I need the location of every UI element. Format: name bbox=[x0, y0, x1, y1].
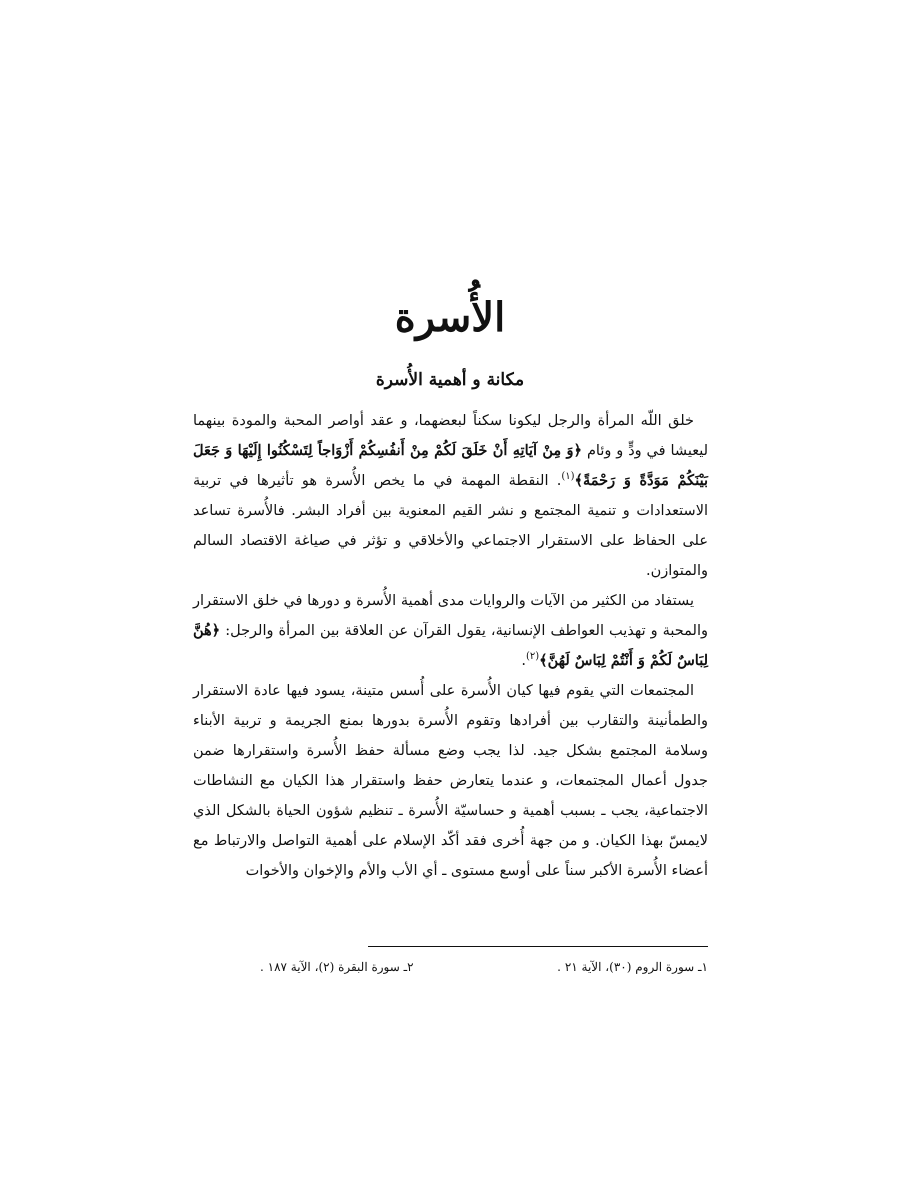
footnote-1: ١ـ سورة الروم (٣٠)، الآية ٢١ . bbox=[557, 960, 708, 974]
footnote-ref-1: (١) bbox=[561, 471, 575, 483]
paragraph-1-text-after: . النقطة المهمة في ما يخص الأُسرة هو تأثيرها في تربية الاستعدادات و تنمية المجتمع و نشر القيم المعنوية بين أفراد البشر. فالأُسرة تساعد على الحفاظ على الاستقرار الاجتماعي والأخلاقي و تؤثر في صياغة الاقتصاد السالم والمتوازن. bbox=[193, 473, 708, 579]
footnote-ref-2: (٢) bbox=[525, 651, 540, 663]
body-text bbox=[193, 406, 708, 886]
footnote-divider bbox=[368, 946, 708, 947]
paragraph-1-text-before: خلق اللّه المرأة والرجل ليكونا سكناً لبعضهما، و عقد أواصر المحبة والمودة بينهما ليعيشا في ودٍّ و وئام bbox=[193, 413, 708, 459]
footnotes bbox=[260, 956, 708, 978]
paragraph-2-text-after: . bbox=[521, 653, 526, 669]
chapter-title: الأُسرة bbox=[394, 294, 506, 341]
quran-verse-1: ﴿وَ مِنْ آيَاتِهِ أَنْ خَلَقَ لَكُمْ مِنْ أَنفُسِكُمْ أَزْوَاجاً لِتَسْكُنُوا إِلَيْهَا وَ جَعَلَ بَيْنَكُمْ مَوَدَّةً وَ رَحْمَةً﴾ bbox=[193, 442, 708, 489]
quran-verse-2: ﴿هُنَّ لِبَاسٌ لَكُمْ وَ أَنْتُمْ لِبَاسٌ لَهُنَّ﴾ bbox=[193, 622, 708, 669]
footnote-2: ٢ـ سورة البقرة (٢)، الآية ١٨٧ . bbox=[260, 960, 414, 974]
section-title: مكانة و أهمية الأُسرة bbox=[375, 370, 525, 390]
paragraph-2-text-before: يستفاد من الكثير من الآيات والروايات مدى أهمية الأُسرة و دورها في خلق الاستقرار والمحبة و تهذيب العواطف الإنسانية، يقول القرآن عن العلاقة بين المرأة والرجل: bbox=[193, 593, 708, 639]
paragraph-1 bbox=[193, 406, 708, 586]
paragraph-2 bbox=[193, 586, 708, 676]
paragraph-3: المجتمعات التي يقوم فيها كيان الأُسرة على أُسس متينة، يسود فيها عادة الاستقرار والطمأنينة والتقارب بين أفرادها وتقوم الأُسرة بدورها بمنع الجريمة و تربية الأبناء وسلامة المجتمع بشكل جيد. لذا يجب وضع مسألة حفظ الأُسرة واستقرارها ضمن جدول أعمال المجتمعات، و عندما يتعارض حفظ واستقرار هذا الكيان مع النشاطات الاجتماعية، يجب ـ بسبب أهمية و حساسيّة الأُسرة ـ تنظيم شؤون الحياة بالشكل الذي لايمسّ بهذا الكيان. و من جهة أُخرى فقد أكّد الإسلام على أهمية التواصل والارتباط مع أعضاء الأُسرة الأكبر سناً على أوسع مستوى ـ أي الأب والأم والإخوان والأخوات bbox=[193, 683, 708, 879]
